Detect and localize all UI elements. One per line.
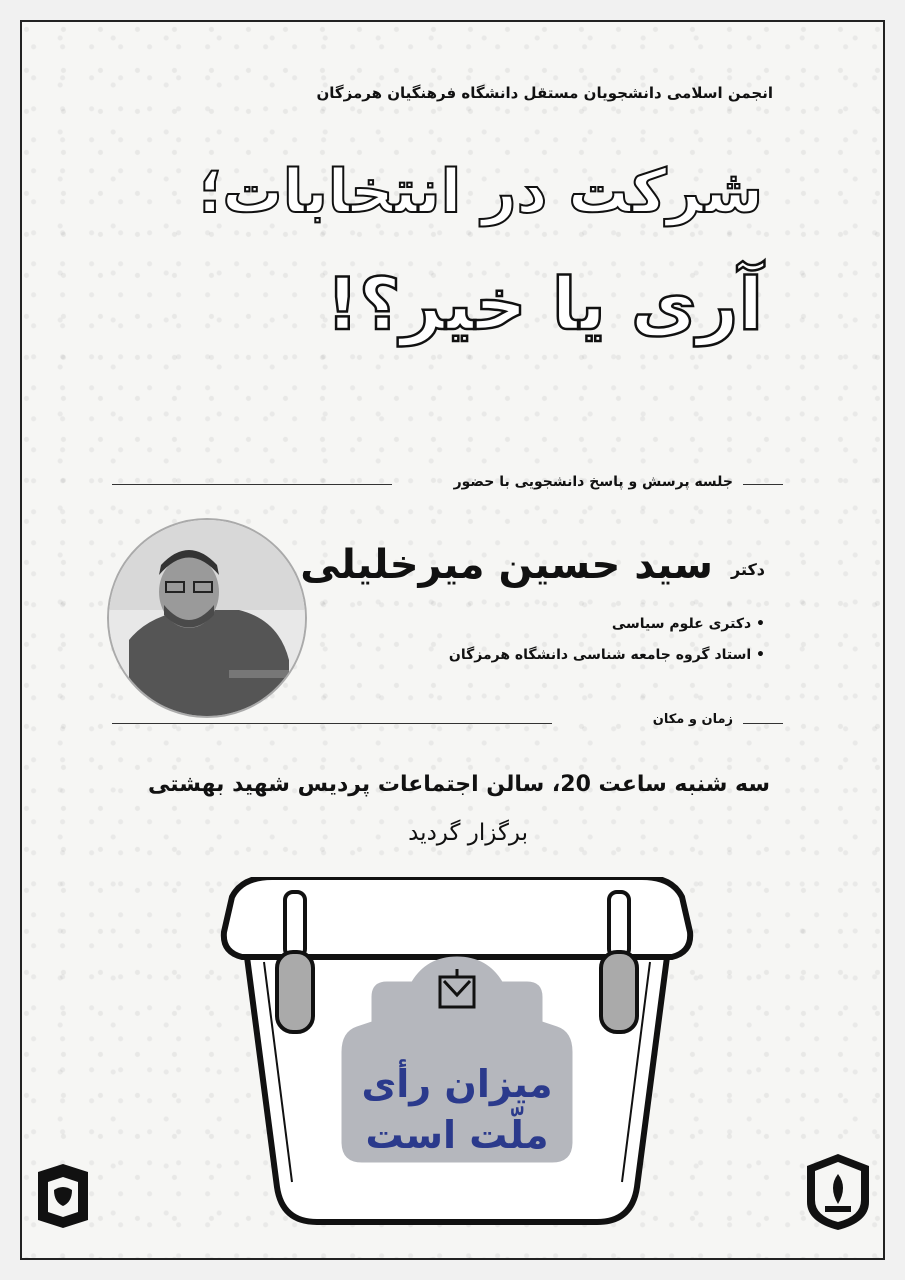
headline-line-2: آری یا خیر؟!: [326, 262, 763, 346]
divider-right-time: [743, 723, 783, 724]
speaker-title-prefix: دکتر: [731, 560, 765, 579]
university-logo-icon: [32, 1162, 94, 1234]
headline-line-1: شرکت در انتخابات؛: [198, 157, 763, 227]
time-place-label: زمان و مکان: [652, 712, 733, 727]
divider-left-time: [112, 723, 552, 724]
speaker-name: سید حسین میرخلیلی: [300, 542, 713, 588]
organization-line: انجمن اسلامی دانشجویان مستقل دانشگاه فرهنگیان هرمزگان: [316, 84, 773, 102]
ballot-box-label-1: میزان رأی: [361, 1062, 553, 1106]
divider-left-session: [112, 484, 392, 485]
speaker-credential: • استاد گروه جامعه شناسی دانشگاه هرمزگان: [448, 647, 765, 663]
event-status: برگزار گردید: [408, 820, 528, 846]
ballot-box-illustration: [212, 877, 702, 1236]
poster: [20, 20, 885, 1260]
divider-right-session: [743, 484, 783, 485]
ballot-box-label-2: ملّت است: [365, 1113, 549, 1157]
time-place-detail: سه شنبه ساعت 20، سالن اجتماعات پردیس شهید بهشتی: [148, 772, 770, 797]
speaker-photo: [107, 518, 307, 718]
speaker-credential: • دکتری علوم سیاسی: [611, 616, 765, 632]
student-association-logo-icon: [803, 1152, 873, 1236]
session-intro: جلسه پرسش و پاسخ دانشجویی با حضور: [453, 474, 733, 490]
